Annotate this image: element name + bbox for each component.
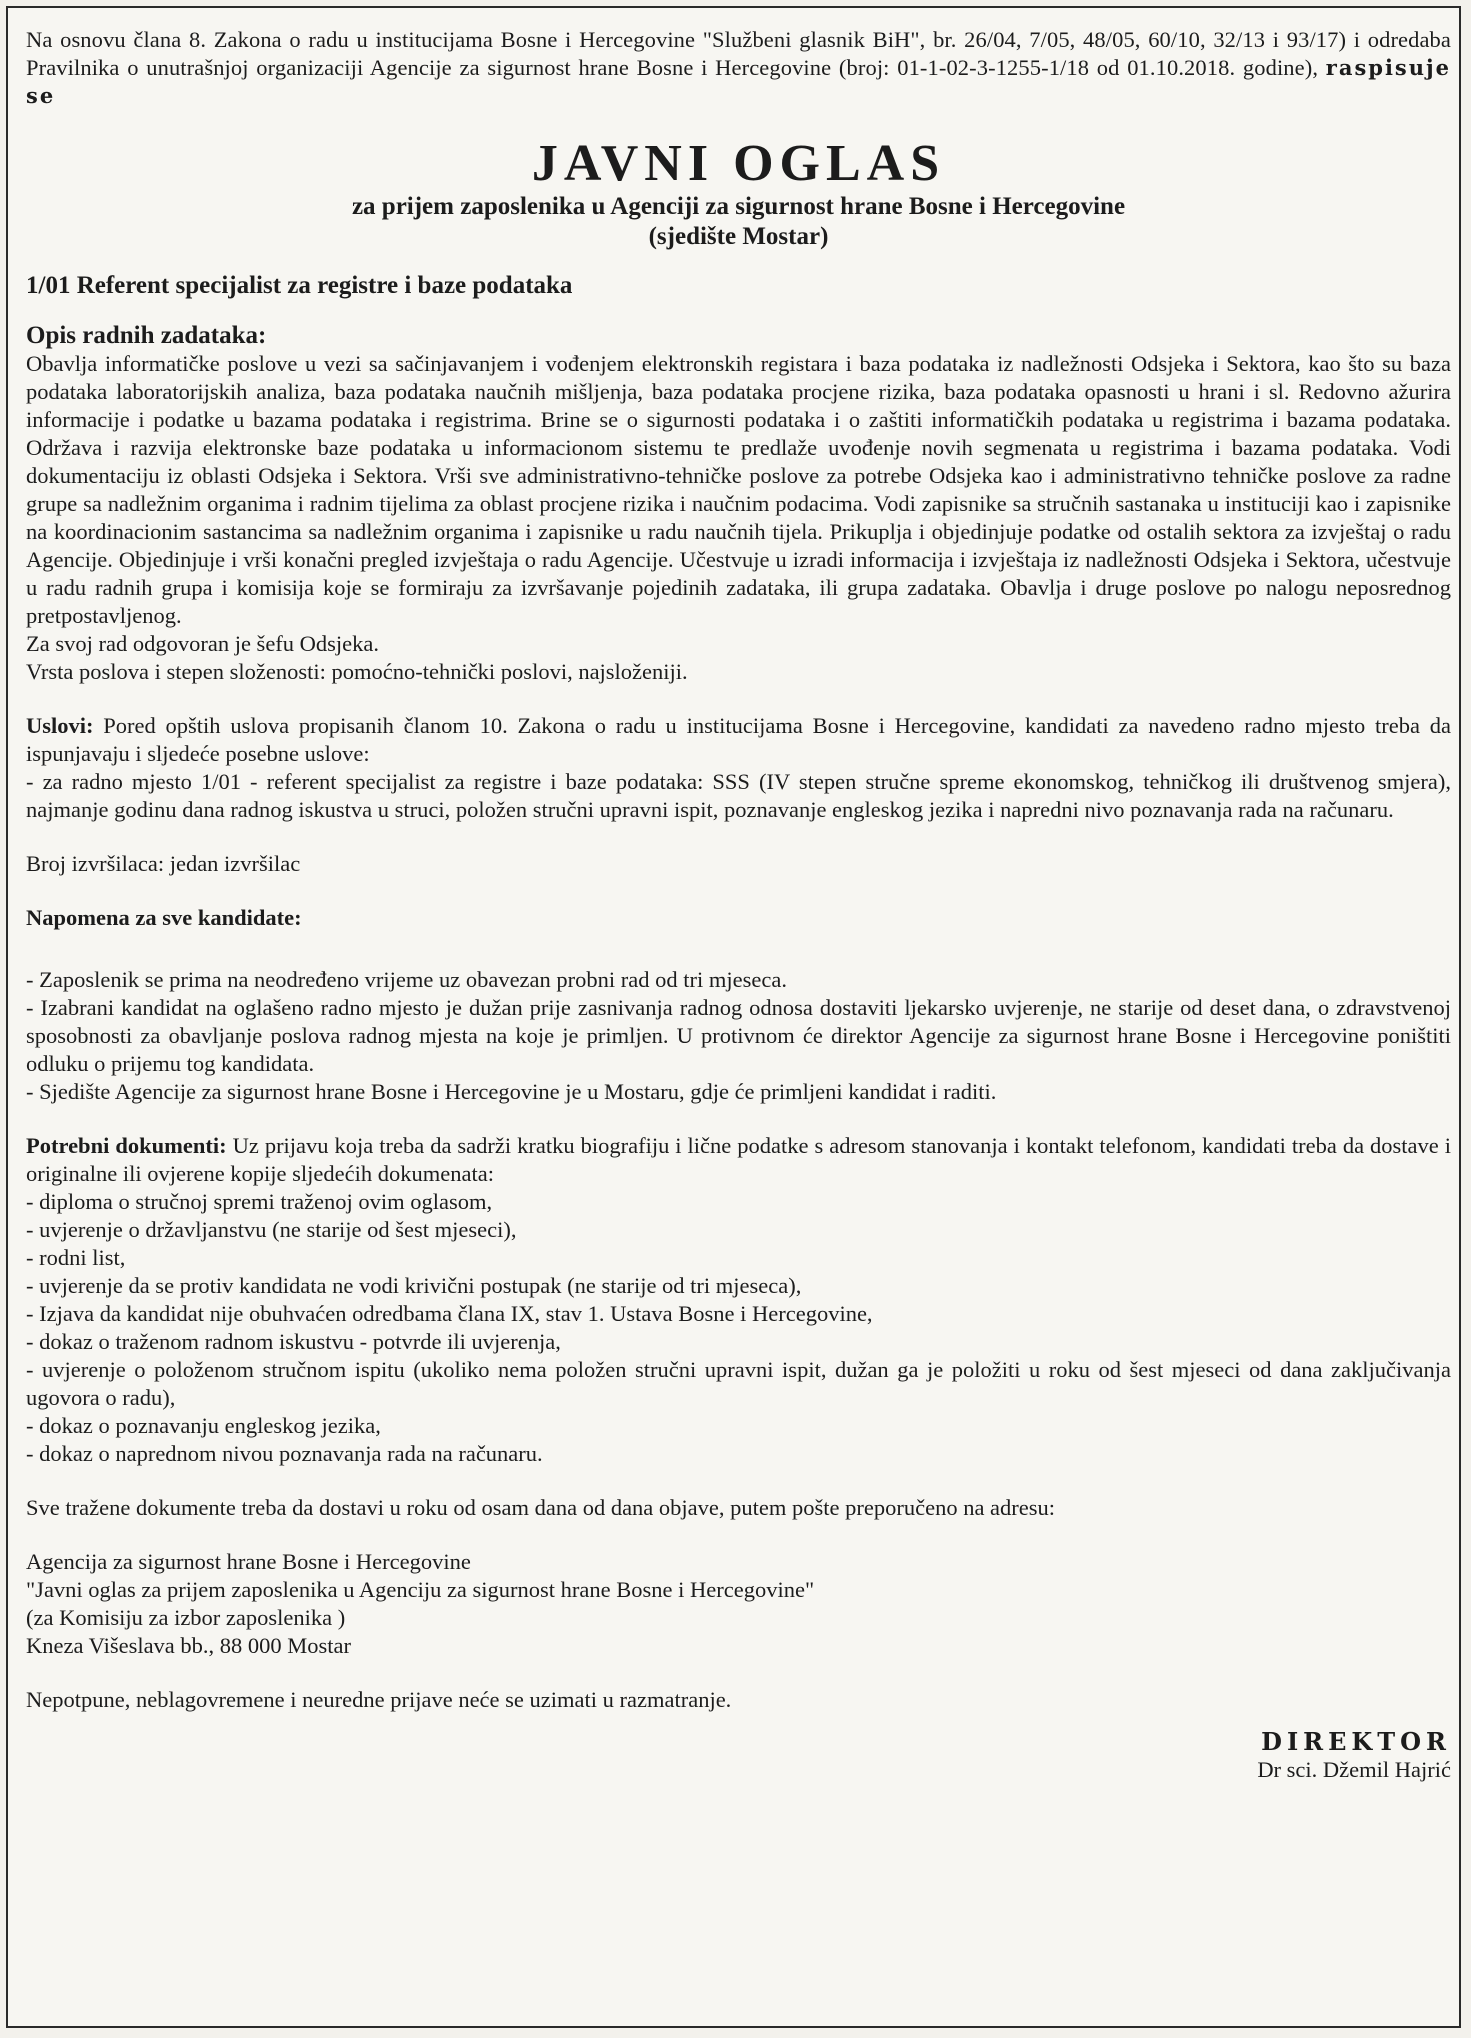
announcement-frame: [6, 6, 1461, 2028]
executors-text: Broj izvršilaca: jedan izvršilac: [26, 851, 301, 876]
page-title: JAVNI OGLAS: [531, 135, 946, 192]
conditions-item: - za radno mjesto 1/01 - referent specijalist za registre i baze podataka: SSS (IV stepen stručne spreme ekonomskog, tehničkog ili društvenog smjera), najmanje godinu dana radnog iskustva u struci, položen stručni upravni ispit, poznavanje engleskog jezika i napredni nivo poznavanja rada na računaru.: [26, 769, 1451, 822]
closing-text: Nepotpune, neblagovremene i neuredne prijave neće se uzimati u razmatranje.: [26, 1687, 732, 1712]
note-item: - Izabrani kandidat na oglašeno radno mjesto je dužan prije zasnivanja radnog odnosa dostaviti ljekarsko uvjerenje, ne starije od deset dana, o zdravstvenoj sposobnosti za obavljanje poslova radnog mjesta na koje je primljen. U protivnom će direktor Agencije za sigurnost hrane Bosne i Hercegovine poništiti odluku o prijemu tog kandidata.: [26, 995, 1451, 1076]
duties-heading: Opis radnih zadataka:: [26, 322, 267, 349]
subtitle-line-1: za prijem zaposlenika u Agenciji za sigurnost hrane Bosne i Hercegovine: [351, 193, 1126, 220]
signature-block: [26, 1728, 1451, 1784]
documents-label: Potrebni dokumenti:: [26, 1133, 227, 1158]
subtitle-line-2: (sjedište Mostar): [648, 223, 829, 250]
submission-text: Sve tražene dokumente treba da dostavi u roku od osam dana od dana objave, putem pošte preporučeno na adresu:: [26, 1495, 1056, 1520]
document-item: - diploma o stručnoj spremi traženoj ovim oglasom,: [26, 1189, 493, 1214]
note-heading: Napomena za sve kandidate:: [26, 905, 302, 930]
note-list: [26, 966, 1451, 1106]
document-item: - uvjerenje da se protiv kandidata ne vodi krivični postupak (ne starije od tri mjeseca),: [26, 1273, 802, 1298]
document-item: - Izjava da kandidat nije obuhvaćen odredbama člana IX, stav 1. Ustava Bosne i Hercegovine,: [26, 1301, 873, 1326]
signature-name: Dr sci. Džemil Hajrić: [1257, 1757, 1451, 1782]
document-item: - dokaz o poznavanju engleskog jezika,: [26, 1413, 381, 1438]
documents-paragraph: [26, 1132, 1451, 1188]
conditions-label: Uslovi:: [26, 713, 94, 738]
address-line-3: (za Komisiju za izbor zaposlenika ): [26, 1605, 346, 1630]
document-item: - uvjerenje o državljanstvu (ne starije od šest mjeseci),: [26, 1217, 517, 1242]
document-item: - uvjerenje o položenom stručnom ispitu (ukoliko nema položen stručni upravni ispit, dužan ga je položiti u roku od šest mjeseci od dana zaključivanja ugovora o radu),: [26, 1357, 1451, 1410]
postal-address: [26, 1548, 1451, 1660]
address-line-2: "Javni oglas za prijem zaposlenika u Agenciju za sigurnost hrane Bosne i Hercegovine": [26, 1577, 815, 1602]
intro-text: Na osnovu člana 8. Zakona o radu u institucijama Bosne i Hercegovine "Službeni glasnik BiH", br. 26/04, 7/05, 48/05, 60/10, 32/13 i 93/17) i odredaba Pravilnika o unutrašnjoj organizaciji Agencije za sigurnost hrane Bosne i Hercegovine (broj: 01-1-02-3-1255-1/18 od 01.10.2018. godine),: [26, 27, 1451, 80]
duties-responsible: Za svoj rad odgovoran je šefu Odsjeka.: [26, 631, 380, 656]
document-item: - rodni list,: [26, 1245, 126, 1270]
intro-paragraph: [26, 26, 1451, 110]
address-line-1: Agencija za sigurnost hrane Bosne i Hercegovine: [26, 1549, 471, 1574]
documents-list: [26, 1188, 1451, 1468]
documents-text: Uz prijavu koja treba da sadrži kratku biografiju i lične podatke s adresom stanovanja i kontakt telefonom, kandidati treba da dostave i originalne ili ovjerene kopije sljedećih dokumenata:: [26, 1133, 1452, 1186]
document-item: - dokaz o traženom radnom iskustvu - potvrde ili uvjerenja,: [26, 1329, 561, 1354]
note-item: - Sjedište Agencije za sigurnost hrane Bosne i Hercegovine je u Mostaru, gdje će primljeni kandidat i raditi.: [26, 1079, 997, 1104]
conditions-text: Pored opštih uslova propisanih članom 10. Zakona o radu u institucijama Bosne i Hercegovine, kandidati za navedeno radno mjesto treba da ispunjavaju i sljedeće posebne uslove:: [26, 713, 1451, 766]
conditions-paragraph: [26, 712, 1451, 768]
address-line-4: Kneza Višeslava bb., 88 000 Mostar: [26, 1633, 352, 1658]
document-item: - dokaz o naprednom nivou poznavanja rada na računaru.: [26, 1441, 543, 1466]
duties-type: Vrsta poslova i stepen složenosti: pomoćno-tehnički poslovi, najsloženiji.: [26, 659, 688, 684]
duties-text: Obavlja informatičke poslove u vezi sa sačinjavanjem i vođenjem elektronskih registara i baza podataka iz nadležnosti Odsjeka i Sektora, kao što su baza podataka laboratorijskih analiza, baza podataka naučnih mišljenja, baza podataka procjene rizika, baza podataka opasnosti u hrani i sl. Redovno ažurira informacije i podatke u bazama podataka i registrima. Brine se o sigurnosti podataka i o zaštiti informatičkih podataka u registrima i bazama podataka. Održava i razvija elektronske baze podataka u informacionom sistemu te predlaže uvođenje novih segmenata u registrima i bazama podataka. Vodi dokumentaciju iz oblasti Odsjeka i Sektora. Vrši sve administrativno-tehničke poslove za potrebe Odsjeka kao i administrativno tehničke poslove za radne grupe sa nadležnim organima i radnim tijelima za oblast procjene rizika i naučnim podacima. Vodi zapisnike sa stručnih sastanaka u instituciji kao i zapisnike na koordinacionim sastancima sa nadležnim organima i zapisnike u radu naučnih tijela. Prikuplja i objedinjuje podatke od ostalih sektora za izvještaj o radu Agencije. Objedinjuje i vrši konačni pregled izvještaja o radu Agencije. Učestvuje u izradi informacija i izvještaja iz nadležnosti Odsjeka i Sektora, učestvuje u radu radnih grupa i komisija koje se formiraju za izvršavanje pojedinih zadataka, ili grupa zadataka. Obavlja i druge poslove po nalogu neposrednog pretpostavljenog.: [26, 351, 1451, 628]
announcement-content: [26, 26, 1451, 1784]
intro-raspisuje: raspisuje se: [26, 55, 1451, 108]
signature-title: DIREKTOR: [1261, 1727, 1451, 1756]
position-title: 1/01 Referent specijalist za registre i baze podataka: [26, 272, 573, 299]
note-item: - Zaposlenik se prima na neodređeno vrijeme uz obavezan probni rad od tri mjeseca.: [26, 967, 787, 992]
